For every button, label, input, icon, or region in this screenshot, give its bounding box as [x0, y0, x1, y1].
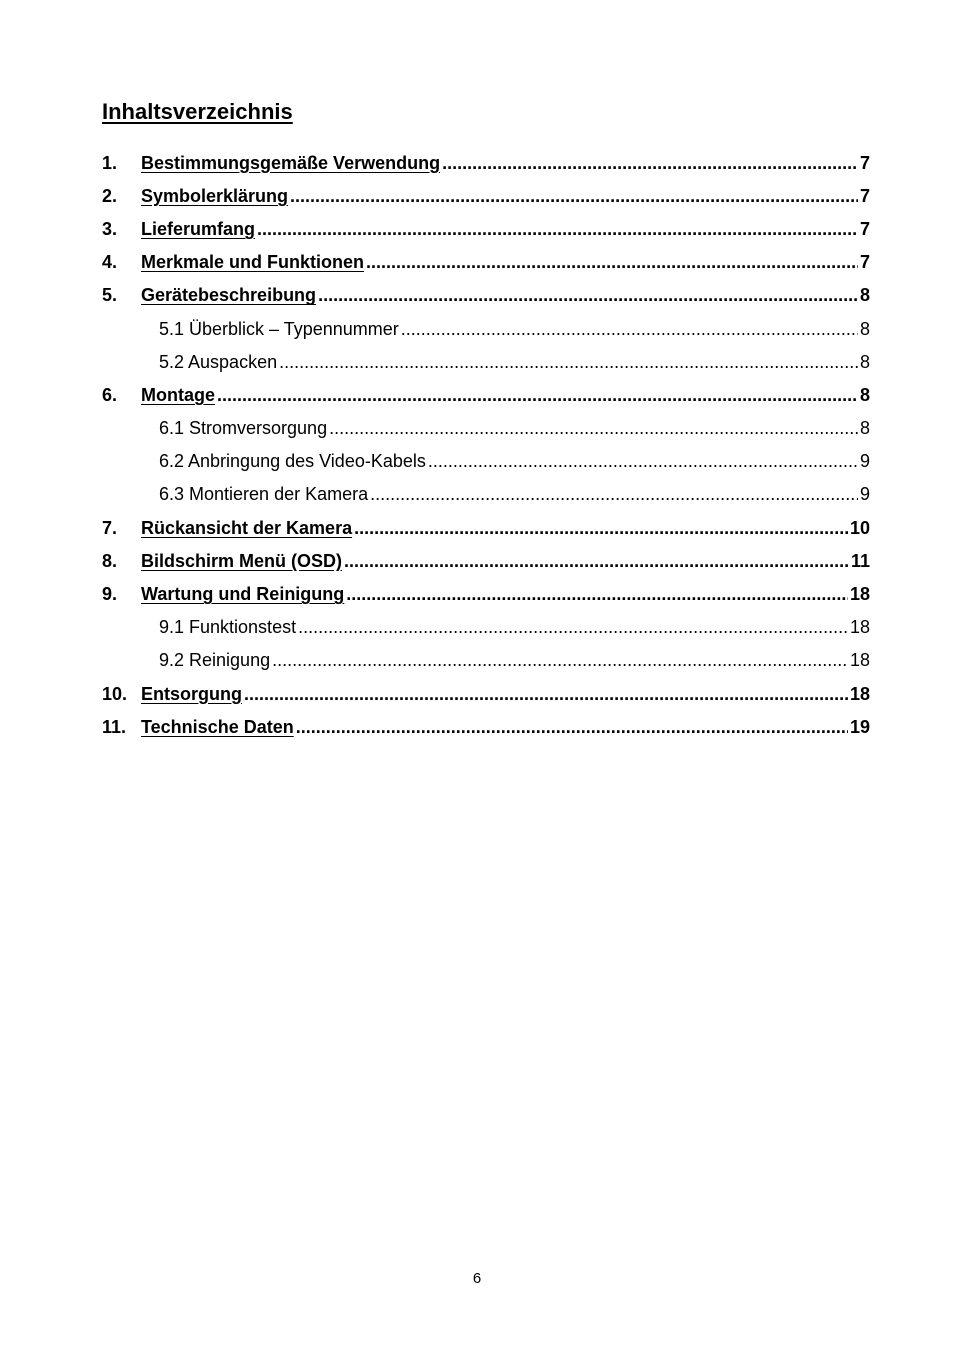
toc-entry-label: Gerätebeschreibung	[141, 285, 317, 306]
toc-entry-number: 1.	[102, 152, 118, 173]
toc-entry-number: 4.	[102, 252, 118, 273]
toc-entry-10[interactable]	[102, 677, 870, 710]
toc-entry-label: 6.1 Stromversorgung	[159, 418, 328, 439]
toc-entry-page: 19	[849, 716, 870, 737]
toc-entry-page: 7	[859, 185, 870, 206]
toc-entry-page: 8	[859, 285, 870, 306]
toc-leader-dots	[244, 683, 848, 705]
toc-leader-dots	[346, 583, 848, 605]
toc-entry-9-1[interactable]	[102, 611, 870, 644]
toc-leader-dots	[298, 616, 848, 638]
toc-entry-page: 7	[859, 252, 870, 273]
toc-entry-label: 9.2 Reinigung	[159, 650, 271, 671]
toc-leader-dots	[290, 185, 858, 207]
toc-leader-dots	[366, 251, 858, 273]
toc-entry-number: 10.	[102, 683, 128, 704]
toc-entry-page: 8	[859, 384, 870, 405]
toc-entry-number: 6.	[102, 384, 118, 405]
toc-entry-page: 11	[850, 550, 870, 571]
toc-entry-page: 18	[849, 650, 870, 671]
toc-entry-label: Technische Daten	[141, 716, 294, 737]
toc-entry-label: 9.1 Funktionstest	[159, 617, 297, 638]
toc-entry-6[interactable]	[102, 378, 870, 411]
toc-leader-dots	[279, 351, 858, 373]
toc-entry-page: 8	[859, 318, 870, 339]
toc-entry-number: 3.	[102, 218, 118, 239]
toc-entry-label: Wartung und Reinigung	[141, 584, 345, 605]
toc-entry-page: 18	[849, 683, 870, 704]
toc-entry-number: 5.	[102, 285, 118, 306]
page-number: 6	[472, 1270, 482, 1287]
toc-leader-dots	[329, 417, 858, 439]
toc-entry-page: 8	[859, 351, 870, 372]
toc-entry-label: Lieferumfang	[141, 218, 256, 239]
toc-leader-dots	[296, 716, 848, 738]
toc-entry-label: Montage	[141, 384, 215, 405]
toc-leader-dots	[272, 649, 848, 671]
toc-entry-5-1[interactable]	[102, 312, 870, 345]
toc-entry-number: 8.	[102, 550, 118, 571]
toc-entry-label: Entsorgung	[141, 683, 242, 704]
toc-entry-4[interactable]	[102, 246, 870, 279]
toc-entry-page: 7	[859, 218, 870, 239]
toc-leader-dots	[257, 218, 858, 240]
toc-entry-page: 10	[849, 517, 870, 538]
toc-entry-label: 5.2 Auspacken	[159, 351, 278, 372]
toc-entry-6-1[interactable]	[102, 412, 870, 445]
toc-entry-label: Symbolerklärung	[141, 185, 289, 206]
toc-entry-3[interactable]	[102, 212, 870, 245]
table-of-contents	[102, 146, 870, 743]
toc-entry-page: 8	[859, 418, 870, 439]
toc-leader-dots	[401, 318, 858, 340]
toc-entry-number: 9.	[102, 584, 118, 605]
toc-entry-page: 9	[859, 451, 870, 472]
toc-entry-page: 9	[859, 484, 870, 505]
toc-entry-label: Bildschirm Menü (OSD)	[141, 550, 343, 571]
toc-entry-8[interactable]	[102, 544, 870, 577]
toc-leader-dots	[344, 550, 849, 572]
toc-entry-page: 7	[859, 152, 870, 173]
toc-entry-number: 11.	[102, 716, 127, 737]
toc-entry-7[interactable]	[102, 511, 870, 544]
toc-entry-label: 6.3 Montieren der Kamera	[159, 484, 369, 505]
toc-entry-number: 2.	[102, 185, 118, 206]
toc-entry-11[interactable]	[102, 710, 870, 743]
toc-entry-number: 7.	[102, 517, 118, 538]
toc-leader-dots	[318, 284, 858, 306]
toc-leader-dots	[217, 384, 858, 406]
toc-entry-label: 6.2 Anbringung des Video-Kabels	[159, 451, 426, 472]
toc-entry-9-2[interactable]	[102, 644, 870, 677]
toc-entry-5-2[interactable]	[102, 345, 870, 378]
toc-entry-label: Bestimmungsgemäße Verwendung	[141, 152, 441, 173]
toc-leader-dots	[370, 483, 858, 505]
toc-entry-9[interactable]	[102, 577, 870, 610]
toc-leader-dots	[442, 152, 858, 174]
toc-entry-2[interactable]	[102, 179, 870, 212]
toc-entry-label: Merkmale und Funktionen	[141, 252, 365, 273]
toc-entry-1[interactable]	[102, 146, 870, 179]
toc-leader-dots	[354, 517, 848, 539]
toc-entry-6-2[interactable]	[102, 445, 870, 478]
toc-entry-page: 18	[849, 584, 870, 605]
toc-entry-label: 5.1 Überblick – Typennummer	[159, 318, 399, 339]
toc-entry-6-3[interactable]	[102, 478, 870, 511]
page-title: Inhaltsverzeichnis	[102, 99, 293, 124]
toc-entry-page: 18	[849, 617, 870, 638]
toc-leader-dots	[428, 450, 858, 472]
toc-entry-5[interactable]	[102, 279, 870, 312]
toc-entry-label: Rückansicht der Kamera	[141, 517, 353, 538]
